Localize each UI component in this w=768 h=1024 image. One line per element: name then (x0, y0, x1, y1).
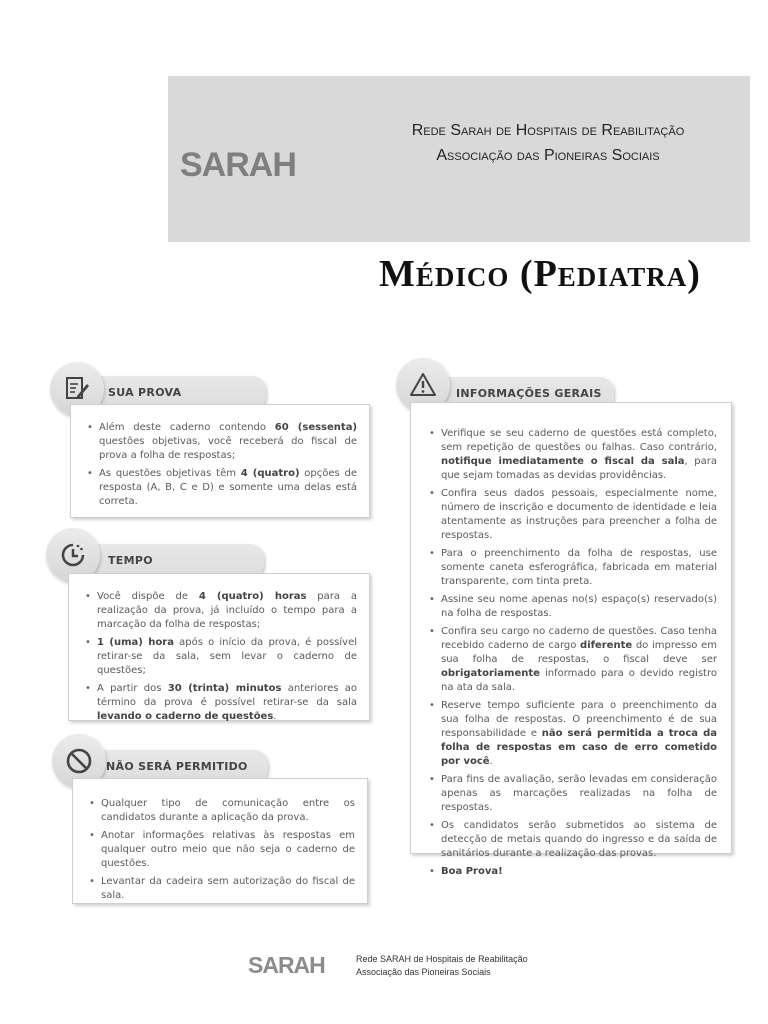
item-text: . (273, 711, 277, 722)
sua-prova-list (81, 421, 357, 509)
header-banner (168, 76, 750, 242)
list-item (441, 773, 717, 815)
item-text: . (489, 756, 493, 767)
nao-permitido-list (83, 797, 355, 903)
list-item (99, 421, 357, 463)
list-item (441, 487, 717, 543)
bold-text: 1 (uma) hora (97, 637, 174, 648)
item-text: Além deste caderno contendo (99, 422, 275, 433)
bold-text: Boa Prova! (441, 866, 503, 877)
item-text: A partir dos (97, 683, 168, 694)
list-item (101, 829, 355, 871)
item-text: opções de resposta (A, B, C e D) e somente uma delas está correta. (99, 468, 357, 507)
bold-text: 30 (trinta) minutos (167, 683, 282, 694)
informacoes-list (423, 427, 717, 879)
sua-prova-box (70, 404, 370, 518)
list-item (441, 865, 717, 879)
bold-text: levando o caderno de questões (97, 711, 274, 722)
list-item (441, 819, 717, 861)
list-item (441, 547, 717, 589)
item-text: Confira seu cargo no caderno de questões. Caso tenha recebido caderno de cargo (441, 626, 717, 651)
item-text: informado para o devido registro na ata da sala. (441, 668, 717, 693)
item-text: , para que sejam tomadas as devidas providências. (441, 456, 717, 481)
item-text: Assine seu nome apenas no(s) espaço(s) reservado(s) na folha de respostas. (441, 594, 717, 619)
org-name: Rede Sarah de Hospitais de Reabilitação (411, 122, 685, 139)
bold-text: não será permitida a troca da folha de respostas em caso de erro cometido por você (441, 728, 717, 767)
list-item (101, 797, 355, 825)
item-text: após o início da prova, é possível retirar-se da sala, sem levar o caderno de questões; (97, 637, 357, 676)
item-text: Verifique se seu caderno de questões está completo, sem repetição de questões ou falhas. Caso contrário, (441, 428, 717, 453)
item-text: Confira seus dados pessoais, especialmente nome, número de inscrição e documento de identidade e leia atentamente as instruções para preencher a folha de respostas. (441, 488, 717, 541)
bold-text: notifique imediatamente o fiscal da sala (441, 456, 685, 467)
item-text: Anotar informações relativas às respostas em qualquer outro meio que não seja o caderno de questões. (101, 830, 355, 869)
item-text: para a realização da prova, já incluído o tempo para a marcação da folha de respostas; (97, 591, 357, 630)
item-text: As questões objetivas têm (99, 468, 241, 479)
list-item (97, 590, 357, 632)
tempo-label: TEMPO (108, 554, 153, 567)
informacoes-box (410, 402, 732, 877)
bold-text: 60 (sessenta) (274, 422, 358, 433)
item-text: Reserve tempo suficiente para o preenchimento da sua folha de respostas. O preenchimento é de sua responsabilidade e (441, 700, 717, 739)
item-text: Levantar da cadeira sem autorização do fiscal de sala. (101, 876, 355, 901)
list-item (441, 593, 717, 621)
bold-text: 4 (quatro) horas (198, 591, 307, 602)
nao-permitido-label: NÃO SERÁ PERMITIDO (106, 760, 248, 773)
footer-org-name: Rede SARAH de Hospitais de Reabilitação (356, 954, 528, 964)
list-item (99, 467, 357, 509)
list-item (97, 682, 357, 724)
sarah-logo: SARAH (180, 146, 296, 184)
item-text: Para o preenchimento da folha de respostas, use somente caneta esferográfica, fabricada em material transparente, com tinta preta. (441, 548, 717, 587)
sua-prova-label: SUA PROVA (108, 386, 182, 399)
list-item (441, 427, 717, 483)
list-item (97, 636, 357, 678)
bold-text: obrigatoriamente (441, 668, 540, 679)
footer-logo: SARAH (248, 952, 325, 978)
item-text: questões objetivas, você receberá do fiscal de prova a folha de respostas; (99, 436, 357, 461)
item-text: Os candidatos serão submetidos ao sistema de detecção de metais quando do ingresso e da saída de sanitários durante a realização das provas. (441, 820, 717, 859)
bold-text: diferente (580, 640, 633, 651)
item-text: anteriores ao término da prova é possível retirar-se da sala (97, 683, 358, 708)
item-text: do impresso em sua folha de respostas, o fiscal deve ser (441, 640, 717, 665)
item-text: Qualquer tipo de comunicação entre os candidatos durante a aplicação da prova. (101, 798, 355, 823)
tempo-box (68, 573, 370, 721)
list-item (441, 625, 717, 695)
informacoes-label: INFORMAÇÕES GERAIS (456, 387, 602, 400)
bold-text: 4 (quatro) (240, 468, 300, 479)
org-subname: Associação das Pioneiras Sociais (436, 147, 660, 164)
page-title: Médico (Pediatra) (379, 253, 701, 295)
nao-permitido-box (72, 778, 368, 904)
list-item (101, 875, 355, 903)
item-text: Você dispõe de (97, 591, 199, 602)
footer-org-subname: Associação das Pioneiras Sociais (356, 967, 491, 977)
list-item (441, 699, 717, 769)
tempo-list (79, 590, 357, 724)
item-text: Para fins de avaliação, serão levadas em consideração apenas as marcações realizadas na folha de respostas. (441, 774, 717, 813)
